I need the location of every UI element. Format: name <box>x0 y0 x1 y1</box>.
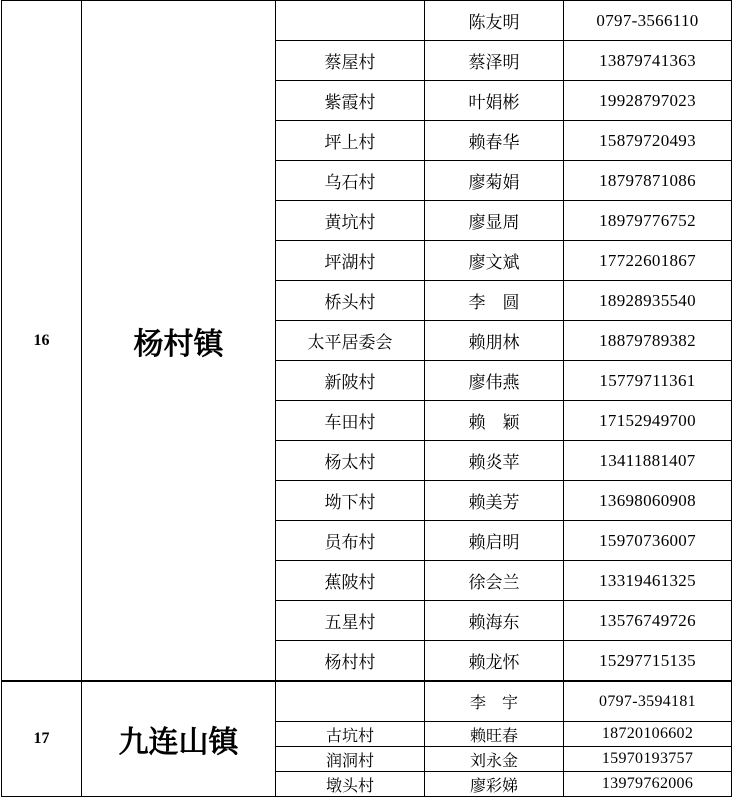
village-cell: 杨太村 <box>276 441 425 481</box>
contact-name-cell: 李 圆 <box>425 281 564 321</box>
village-cell: 墩头村 <box>276 772 425 797</box>
contact-name-cell: 叶娟彬 <box>425 81 564 121</box>
village-cell <box>276 1 425 41</box>
contact-name-cell: 蔡泽明 <box>425 41 564 81</box>
contact-name-cell: 赖美芳 <box>425 481 564 521</box>
contact-name-cell: 赖旺春 <box>425 722 564 747</box>
contact-name-cell: 廖菊娟 <box>425 161 564 201</box>
phone-cell: 17152949700 <box>564 401 732 441</box>
table-row <box>2 682 732 722</box>
village-cell: 蔡屋村 <box>276 41 425 81</box>
village-cell: 车田村 <box>276 401 425 441</box>
phone-cell: 13411881407 <box>564 441 732 481</box>
village-cell: 紫霞村 <box>276 81 425 121</box>
village-cell: 坳下村 <box>276 481 425 521</box>
phone-cell: 18879789382 <box>564 321 732 361</box>
village-cell <box>276 682 425 722</box>
town-table-16 <box>1 0 732 681</box>
phone-cell: 13698060908 <box>564 481 732 521</box>
contact-name-cell: 陈友明 <box>425 1 564 41</box>
contact-name-cell: 赖海东 <box>425 601 564 641</box>
contact-name-cell: 徐会兰 <box>425 561 564 601</box>
village-cell: 五星村 <box>276 601 425 641</box>
contact-name-cell: 赖春华 <box>425 121 564 161</box>
contact-name-cell: 廖彩娣 <box>425 772 564 797</box>
phone-cell: 18928935540 <box>564 281 732 321</box>
phone-cell: 0797-3566110 <box>564 1 732 41</box>
phone-cell: 13576749726 <box>564 601 732 641</box>
village-cell: 古坑村 <box>276 722 425 747</box>
phone-cell: 18797871086 <box>564 161 732 201</box>
town-name: 杨村镇 <box>82 1 276 681</box>
phone-cell: 13319461325 <box>564 561 732 601</box>
village-cell: 蕉陂村 <box>276 561 425 601</box>
village-cell: 坪上村 <box>276 121 425 161</box>
phone-cell: 15297715135 <box>564 641 732 681</box>
village-cell: 杨村村 <box>276 641 425 681</box>
village-cell: 新陂村 <box>276 361 425 401</box>
contact-name-cell: 赖龙怀 <box>425 641 564 681</box>
town-table-17 <box>1 681 732 797</box>
row-number: 16 <box>2 1 82 681</box>
town-name: 九连山镇 <box>82 682 276 797</box>
contact-name-cell: 赖炎苹 <box>425 441 564 481</box>
village-cell: 黄坑村 <box>276 201 425 241</box>
phone-cell: 15879720493 <box>564 121 732 161</box>
row-number: 17 <box>2 682 82 797</box>
village-cell: 坪湖村 <box>276 241 425 281</box>
contact-name-cell: 赖朋林 <box>425 321 564 361</box>
contact-name-cell: 廖显周 <box>425 201 564 241</box>
contact-name-cell: 赖 颖 <box>425 401 564 441</box>
phone-cell: 13979762006 <box>564 772 732 797</box>
village-cell: 乌石村 <box>276 161 425 201</box>
phone-cell: 18979776752 <box>564 201 732 241</box>
contact-name-cell: 赖启明 <box>425 521 564 561</box>
village-cell: 桥头村 <box>276 281 425 321</box>
phone-cell: 18720106602 <box>564 722 732 747</box>
table-row <box>2 1 732 41</box>
contact-name-cell: 刘永金 <box>425 747 564 772</box>
contact-name-cell: 廖伟燕 <box>425 361 564 401</box>
village-cell: 润洞村 <box>276 747 425 772</box>
phone-cell: 15779711361 <box>564 361 732 401</box>
contact-name-cell: 李 宇 <box>425 682 564 722</box>
village-cell: 太平居委会 <box>276 321 425 361</box>
phone-cell: 17722601867 <box>564 241 732 281</box>
phone-cell: 15970736007 <box>564 521 732 561</box>
contact-name-cell: 廖文斌 <box>425 241 564 281</box>
village-cell: 员布村 <box>276 521 425 561</box>
phone-cell: 15970193757 <box>564 747 732 772</box>
phone-cell: 13879741363 <box>564 41 732 81</box>
phone-cell: 0797-3594181 <box>564 682 732 722</box>
phone-cell: 19928797023 <box>564 81 732 121</box>
